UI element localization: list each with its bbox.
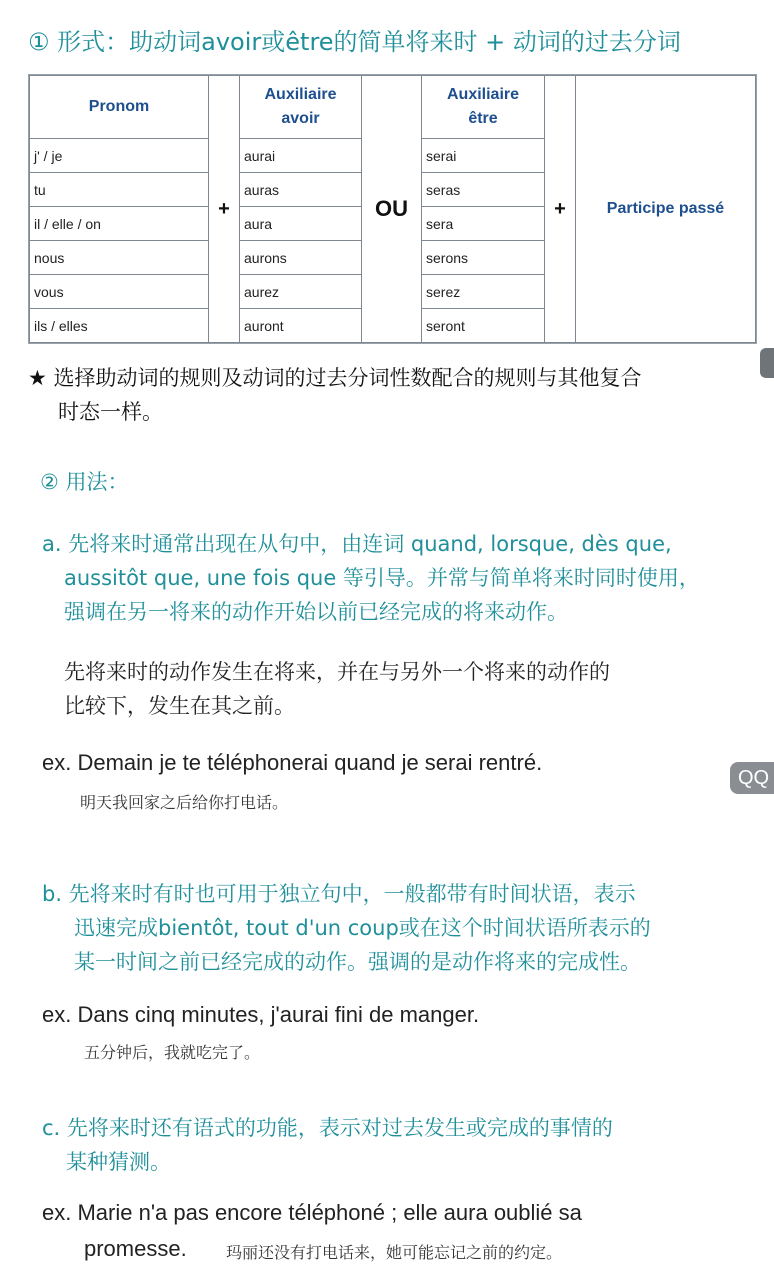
side-tab[interactable] — [760, 348, 774, 378]
rule-line-1: ★ 选择助动词的规则及动词的过去分词性数配合的规则与其他复合 — [28, 366, 642, 390]
pronom-cell: ils / elles — [29, 308, 209, 343]
header-etre-cell — [421, 75, 545, 139]
header-avoir-line2: avoir — [281, 110, 320, 127]
usage-a-note-1: 先将来时的动作发生在将来，并在与另外一个将来的动作的 — [64, 660, 610, 684]
usage-b-example: ex. Dans cinq minutes, j'aurai fini de manger. — [42, 1002, 480, 1027]
usage-c-example-line-2: promesse. — [84, 1236, 187, 1261]
usage-c-translation: 玛丽还没有打电话来，她可能忘记之前的约定。 — [226, 1243, 563, 1262]
header-etre-line1: Auxiliaire — [446, 86, 520, 103]
section-heading-usage: ② 用法： — [40, 470, 129, 494]
usage-a-line-2: aussitôt que, une fois que 等引导。并常与简单将来时同时使用， — [64, 566, 700, 590]
etre-cell: serons — [421, 240, 545, 275]
pronom-cell: vous — [29, 274, 209, 309]
usage-a-line-1: a. 先将来时通常出现在从句中，由连词 quand, lorsque, dès que, — [42, 532, 672, 556]
plus-sign-2: + — [554, 197, 566, 220]
usage-c-example-line-1: ex. Marie n'a pas encore téléphoné ; elle aura oublié sa — [42, 1200, 582, 1225]
section-heading-form: ① 形式：助动词avoir或être的简单将来时 + 动词的过去分词 — [28, 28, 681, 56]
conjugation-table — [28, 74, 757, 344]
qq-floating-tab[interactable]: QQ — [730, 762, 774, 794]
header-etre-line2: être — [468, 110, 498, 127]
usage-b-line-1: b. 先将来时有时也可用于独立句中，一般都带有时间状语，表示 — [42, 882, 636, 906]
avoir-cell: aurons — [239, 240, 362, 275]
avoir-cell: aurez — [239, 274, 362, 309]
pronom-cell: nous — [29, 240, 209, 275]
ou-cell — [361, 75, 422, 343]
plus-cell-2 — [544, 75, 576, 343]
avoir-cell: auras — [239, 172, 362, 207]
avoir-cell: auront — [239, 308, 362, 343]
pronom-cell: j' / je — [29, 138, 209, 173]
header-avoir-cell — [239, 75, 362, 139]
usage-a-line-3: 强调在另一将来的动作开始以前已经完成的将来动作。 — [64, 600, 568, 624]
avoir-cell: aurai — [239, 138, 362, 173]
etre-cell: seras — [421, 172, 545, 207]
avoir-cell: aura — [239, 206, 362, 241]
usage-c-line-1: c. 先将来时还有语式的功能，表示对过去发生或完成的事情的 — [42, 1116, 613, 1140]
ou-label: OU — [375, 196, 408, 221]
etre-cell: serai — [421, 138, 545, 173]
participe-label: Participe passé — [606, 200, 725, 217]
usage-b-translation: 五分钟后，我就吃完了。 — [84, 1043, 261, 1062]
plus-sign: + — [218, 197, 230, 220]
usage-a-note-2: 比较下，发生在其之前。 — [64, 694, 295, 718]
etre-cell: serez — [421, 274, 545, 309]
usage-a-translation: 明天我回家之后给你打电话。 — [80, 793, 289, 812]
usage-a-example: ex. Demain je te téléphonerai quand je serai rentré. — [42, 750, 543, 775]
etre-cell: sera — [421, 206, 545, 241]
rule-line-2: 时态一样。 — [58, 400, 163, 424]
header-pronom-cell — [29, 75, 209, 139]
header-avoir-line1: Auxiliaire — [264, 86, 337, 103]
pronom-cell: tu — [29, 172, 209, 207]
header-pronom: Pronom — [88, 98, 150, 115]
participe-cell — [575, 75, 756, 343]
usage-c-line-2: 某种猜测。 — [66, 1150, 171, 1174]
usage-b-line-3: 某一时间之前已经完成的动作。强调的是动作将来的完成性。 — [74, 950, 641, 974]
usage-b-line-2: 迅速完成bientôt, tout d'un coup或在这个时间状语所表示的 — [74, 916, 651, 940]
pronom-cell: il / elle / on — [29, 206, 209, 241]
plus-cell — [208, 75, 240, 343]
etre-cell: seront — [421, 308, 545, 343]
